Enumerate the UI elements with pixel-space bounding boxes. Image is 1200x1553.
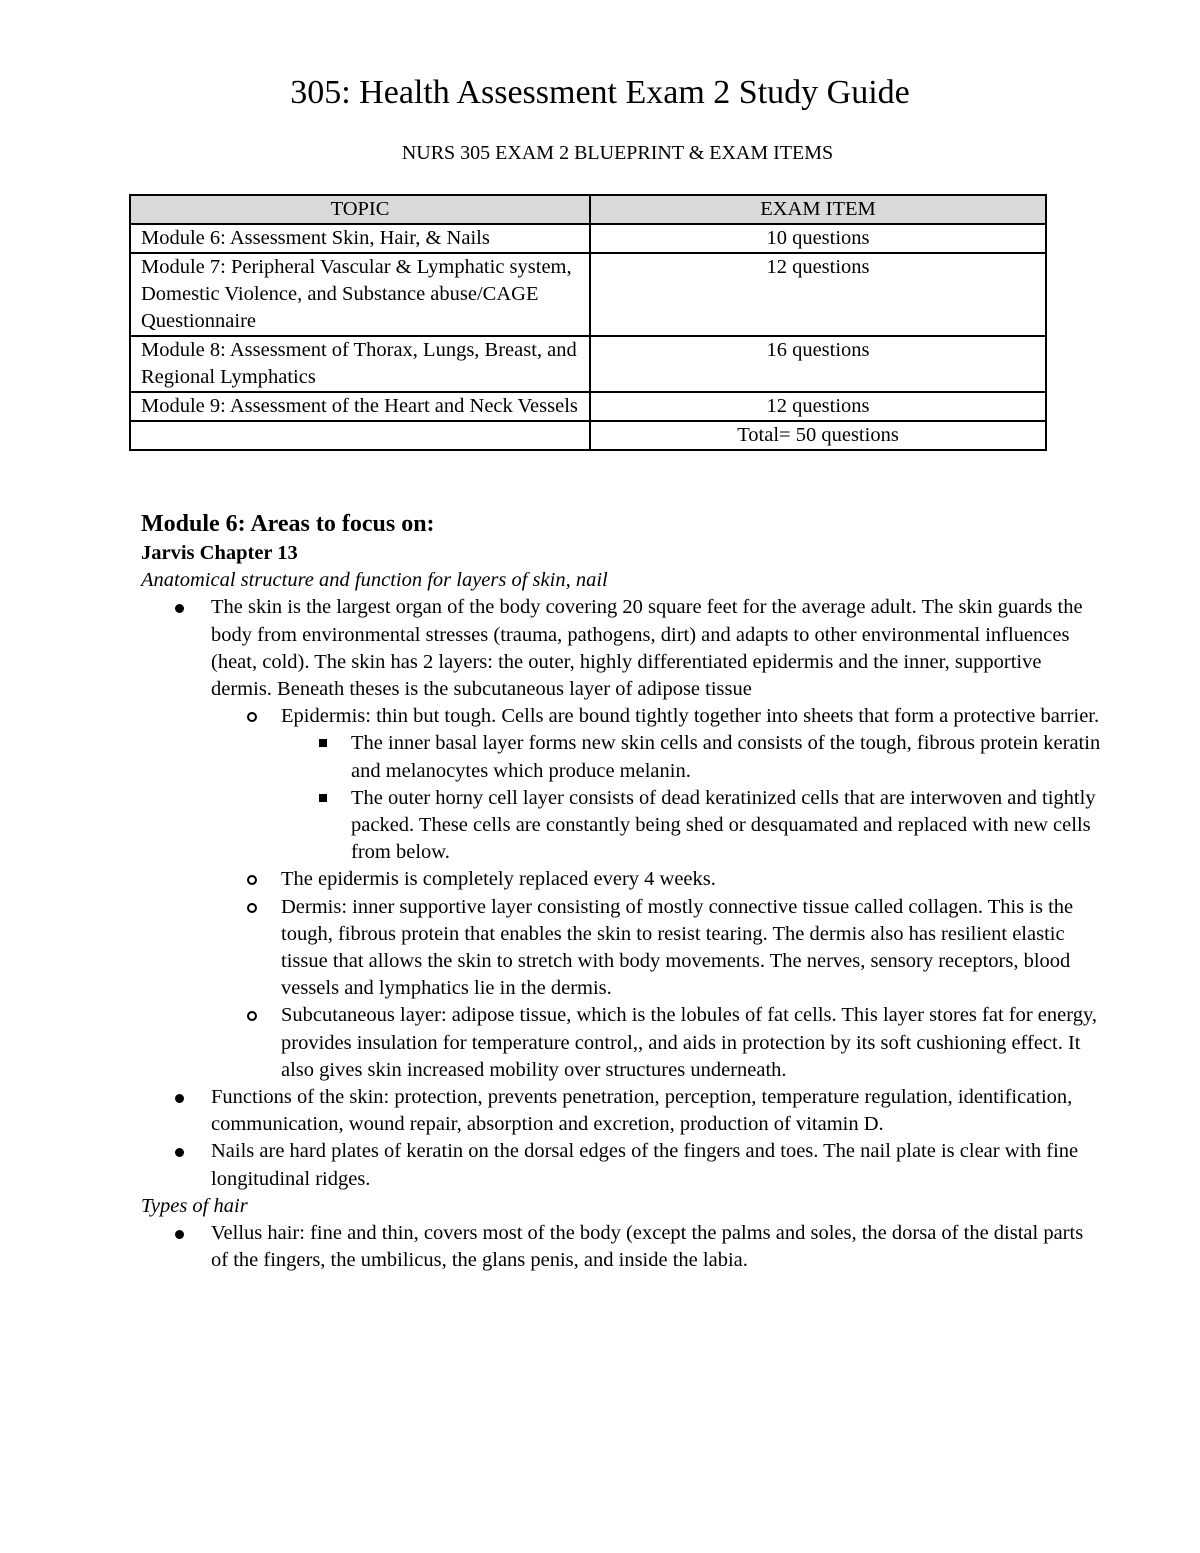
list-item-text: Vellus hair: fine and thin, covers most of the body (except the palms and soles, the dorsa of the distal parts of the fingers, the umbilicus, the glans penis, and inside the labia. xyxy=(211,1222,1084,1272)
table-row xyxy=(130,336,1046,392)
bullet-circle-icon xyxy=(247,875,257,885)
list-item-text: The skin is the largest organ of the body covering 20 square feet for the average adult. The skin guards the body from environmental stresses (trauma, pathogens, dirt) and adapts to other environmental influences (heat, cold). The skin has 2 layers: the outer, highly differentiated epidermis and the inner, supportive dermis. Beneath theses is the subcutaneous layer of adipose tissue xyxy=(211,596,1083,701)
topic-cell: Module 8: Assessment of Thorax, Lungs, Breast, and Regional Lymphatics xyxy=(130,336,590,392)
bullet-disc-icon xyxy=(175,604,184,613)
module-heading: Module 6: Areas to focus on: xyxy=(141,511,435,537)
bullet-square-icon xyxy=(319,739,327,747)
list-item-text: Nails are hard plates of keratin on the dorsal edges of the fingers and toes. The nail plate is clear with fine longitudinal ridges. xyxy=(211,1140,1079,1190)
bullet-disc-icon xyxy=(175,1148,184,1157)
list-item xyxy=(281,730,1101,784)
table-row xyxy=(130,392,1046,421)
exam-item-cell: 16 questions xyxy=(590,336,1046,392)
bullet-circle-icon xyxy=(247,1011,257,1021)
list-item-text: Dermis: inner supportive layer consisting of mostly connective tissue called collagen. This is the tough, fibrous protein that enables the skin to resist tearing. The dermis also has resilient elastic tissue that allows the skin to stretch with body movements. The nerves, sensory receptors, blood vessels and lymphatics lie in the dermis. xyxy=(281,895,1074,1000)
table-row xyxy=(130,253,1046,336)
table-row-total xyxy=(130,421,1046,450)
list-item xyxy=(211,703,1101,866)
total-cell: Total= 50 questions xyxy=(590,421,1046,450)
exam-item-cell: 10 questions xyxy=(590,224,1046,253)
list-item-text: Epidermis: thin but tough. Cells are bound tightly together into sheets that form a protective barrier. xyxy=(281,705,1100,728)
column-header-exam-item: EXAM ITEM xyxy=(590,195,1046,224)
table-header-row xyxy=(130,195,1046,224)
table-row xyxy=(130,224,1046,253)
list-item-text: Functions of the skin: protection, prevents penetration, perception, temperature regulation, identification, communication, wound repair, absorption and excretion, production of vitamin D. xyxy=(211,1086,1073,1136)
bullet-circle-icon xyxy=(247,903,257,913)
blueprint-table xyxy=(129,194,1047,451)
list-item xyxy=(141,1220,1101,1274)
bullet-square-icon xyxy=(319,794,327,802)
bullet-circle-icon xyxy=(247,712,257,722)
exam-item-cell: 12 questions xyxy=(590,392,1046,421)
bullet-list xyxy=(141,1220,1101,1274)
column-header-topic: TOPIC xyxy=(130,195,590,224)
topic-cell: Module 6: Assessment Skin, Hair, & Nails xyxy=(130,224,590,253)
section-heading: Types of hair xyxy=(141,1194,248,1217)
list-item-text: The inner basal layer forms new skin cells and consists of the tough, fibrous protein keratin and melanocytes which produce melanin. xyxy=(351,732,1101,782)
topic-cell: Module 9: Assessment of the Heart and Neck Vessels xyxy=(130,392,590,421)
bullet-disc-icon xyxy=(175,1230,184,1239)
sub-bullet-list xyxy=(211,703,1101,1084)
bullet-disc-icon xyxy=(175,1094,184,1103)
topic-cell xyxy=(130,421,590,450)
list-item-text: Subcutaneous layer: adipose tissue, which is the lobules of fat cells. This layer stores fat for energy, provides insulation for temperature control,, and aids in protection by its soft cushioning effect. It also gives skin increased mobility over structures underneath. xyxy=(281,1004,1097,1081)
topic-cell: Module 7: Peripheral Vascular & Lymphatic system, Domestic Violence, and Substance abuse/CAGE Questionnaire xyxy=(130,253,590,336)
bullet-list xyxy=(141,594,1101,1192)
list-item xyxy=(211,894,1101,1003)
chapter-heading: Jarvis Chapter 13 xyxy=(141,542,298,564)
list-item xyxy=(211,866,1101,893)
page-subtitle: NURS 305 EXAM 2 BLUEPRINT & EXAM ITEMS xyxy=(401,142,834,164)
list-item-text: The epidermis is completely replaced every 4 weeks. xyxy=(281,868,716,891)
sub-sub-bullet-list xyxy=(281,730,1101,866)
section-heading: Anatomical structure and function for layers of skin, nail xyxy=(141,569,608,592)
list-item xyxy=(141,1138,1101,1192)
exam-item-cell: 12 questions xyxy=(590,253,1046,336)
page-title: 305: Health Assessment Exam 2 Study Guide xyxy=(290,74,910,111)
list-item-text: The outer horny cell layer consists of dead keratinized cells that are interwoven and tightly packed. These cells are constantly being shed or desquamated and replaced with new cells from below. xyxy=(351,786,1096,864)
list-item xyxy=(281,785,1101,867)
list-item xyxy=(141,1084,1101,1138)
module6-section xyxy=(141,508,1101,1274)
list-item xyxy=(211,1002,1101,1084)
list-item xyxy=(141,594,1101,1084)
